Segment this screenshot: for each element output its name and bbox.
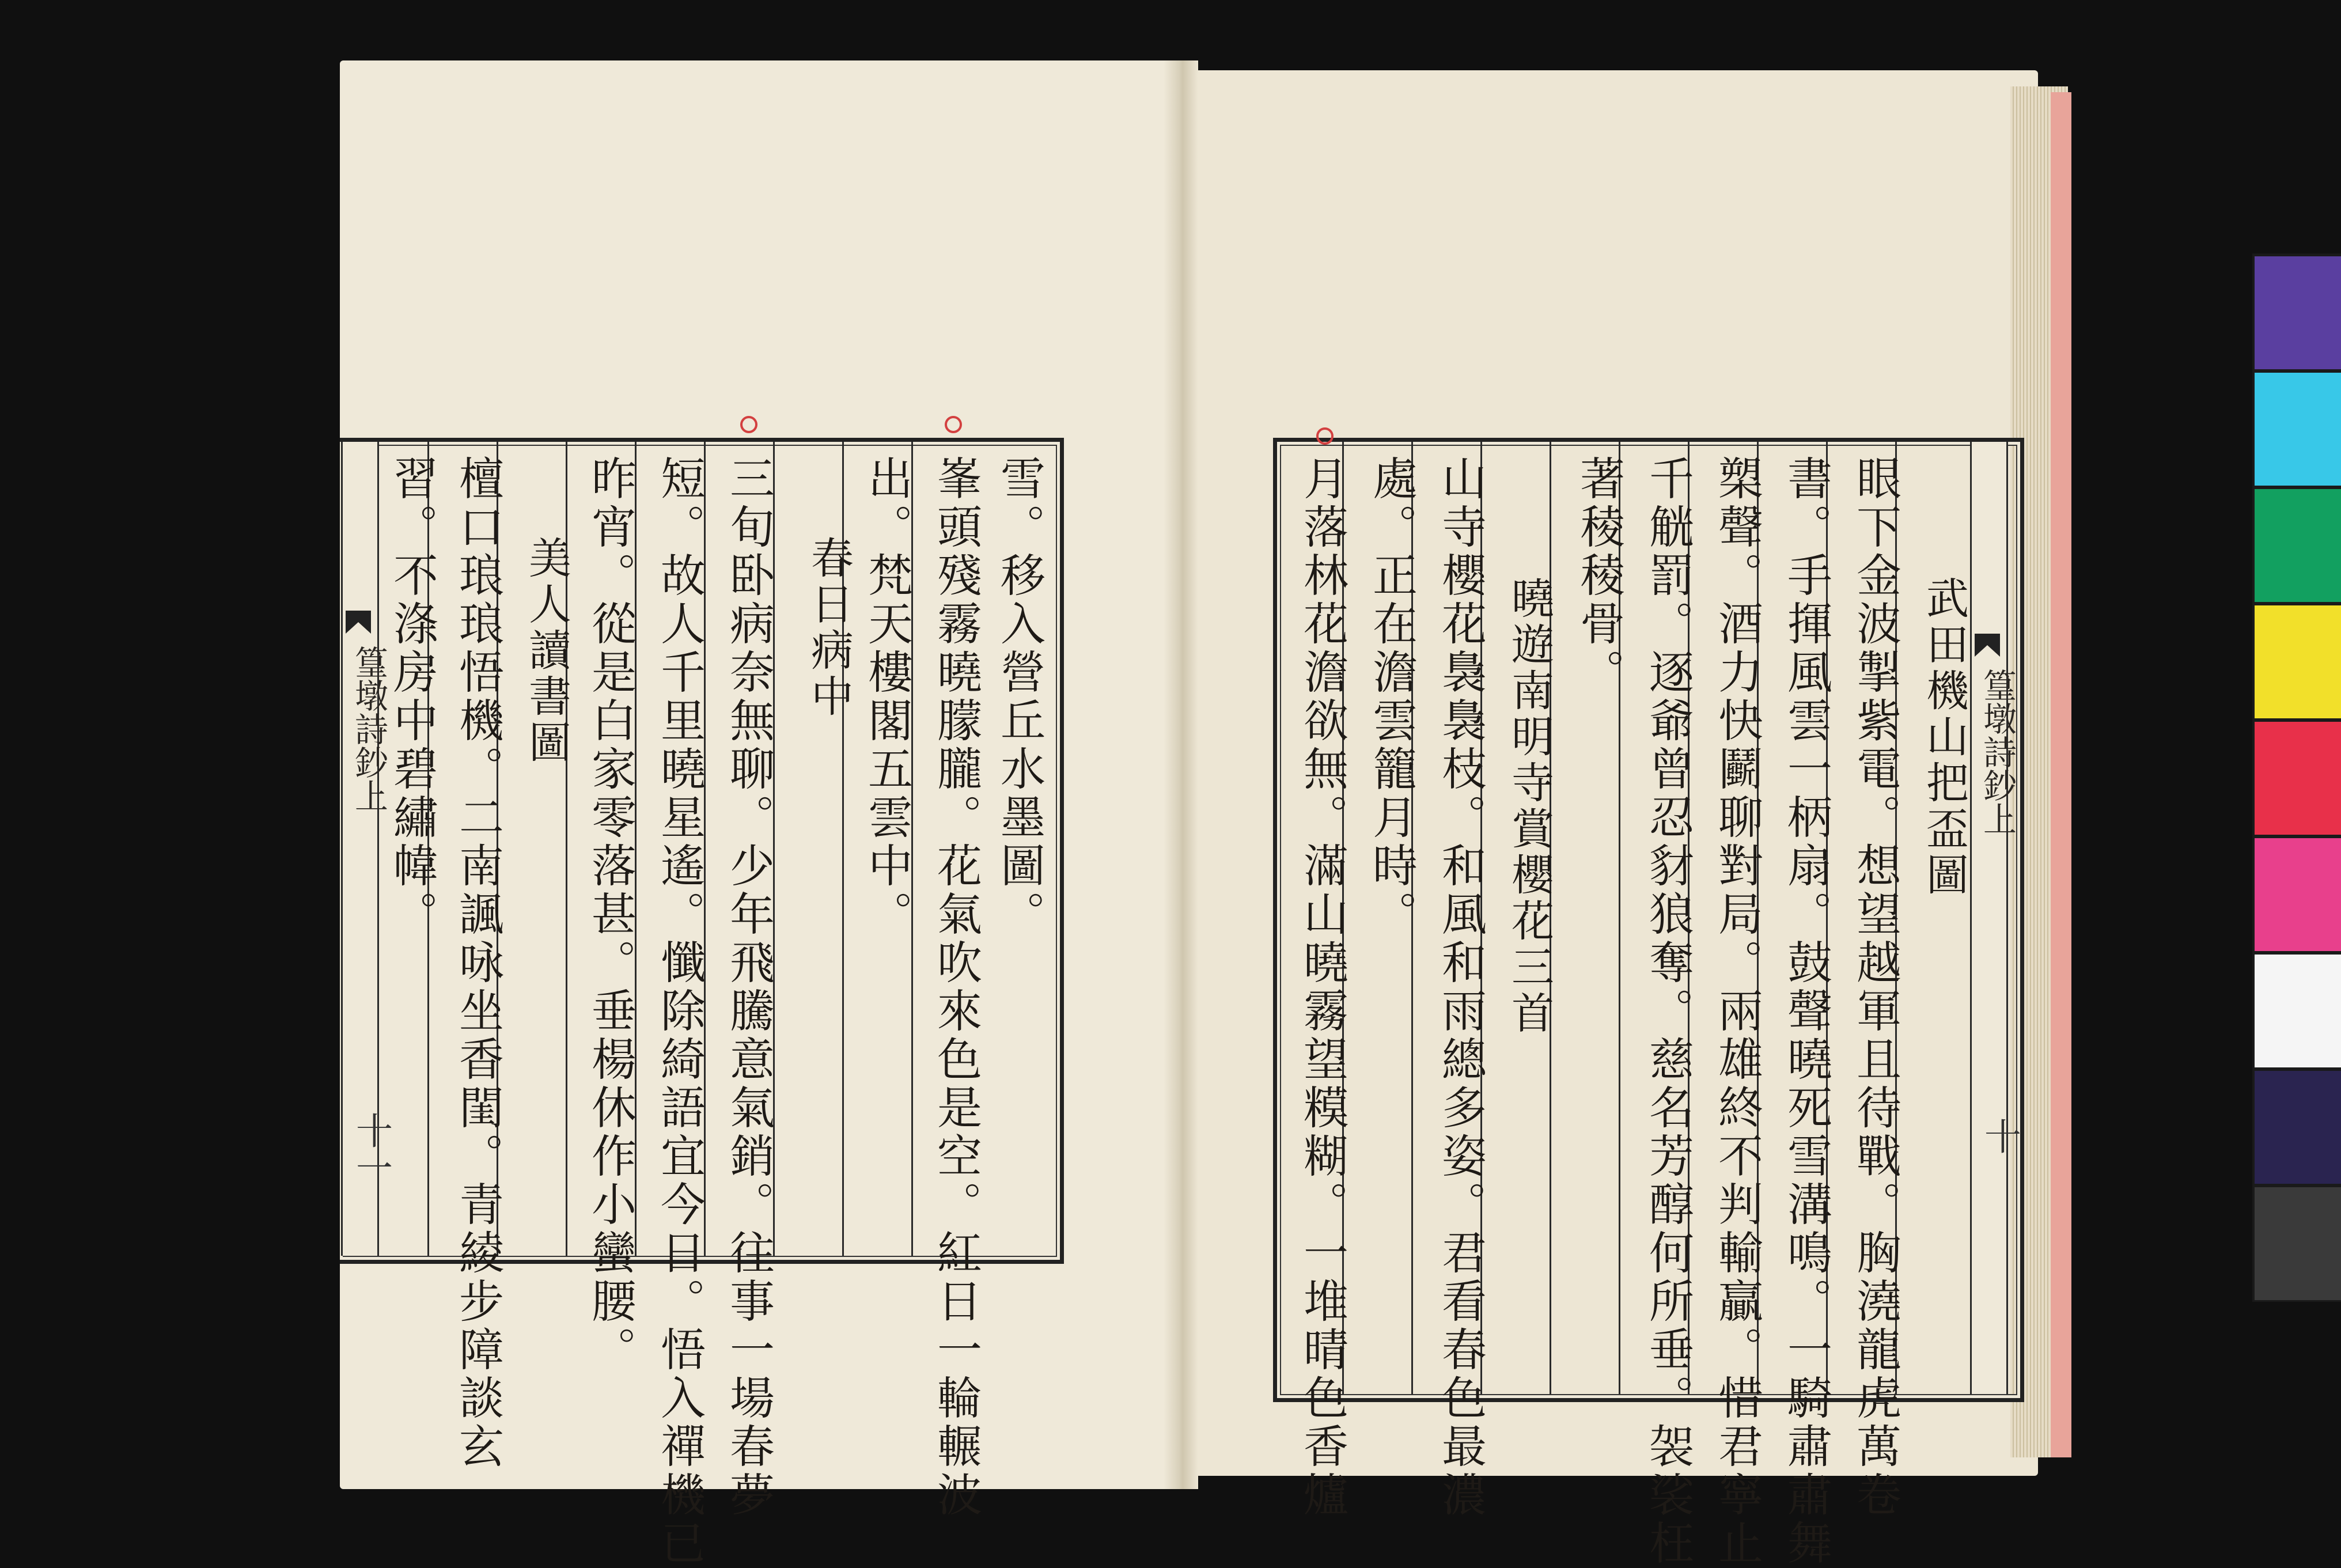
right-col-10: 月落林花澹欲無。滿山曉霧望糢糊。一堆晴色香爐: [1296, 455, 1348, 1520]
right-fishtail-mark: [1975, 634, 2000, 657]
left-fishtail-mark: [346, 611, 371, 634]
red-circle-mark: [740, 416, 757, 433]
right-running-title: 篁墩詩鈔上: [1978, 668, 2017, 835]
color-swatch: [2255, 256, 2341, 369]
book-edge-red: [2051, 92, 2071, 1457]
right-page-number: 十: [1978, 1118, 2021, 1154]
right-col-6: 著稜稜骨。: [1573, 455, 1624, 697]
left-col-7: 昨宵。從是白家零落甚。垂楊休作小蠻腰。: [584, 455, 636, 1374]
color-swatch: [2255, 838, 2341, 951]
red-circle-mark: [945, 416, 962, 433]
color-swatch: [2255, 1071, 2341, 1184]
color-swatch: [2255, 489, 2341, 602]
red-circle-mark: [1316, 427, 1334, 445]
left-col-2: 峯頭殘霧曉朦朧。花氣吹來色是空。紅日一輪輾波: [930, 455, 982, 1520]
right-col-4: 槊聲。酒力快鬬聊對局。兩雄終不判輸贏。惜君寧止: [1711, 455, 1763, 1568]
right-col-5: 千觥罰。逐爺曾忍豺狼奪。慈名芳醇何所垂。袈裟枉: [1642, 455, 1694, 1568]
right-col-1-heading: 武田機山把盃圖: [1919, 576, 1969, 899]
book-gutter: [1164, 60, 1198, 1489]
color-swatch: [2255, 955, 2341, 1067]
color-swatch: [2255, 722, 2341, 835]
left-col-9: 檀口琅琅悟機。二南諷咏坐香閨。青綾步障談玄: [452, 455, 503, 1471]
left-col-3: 出。梵天樓閣五雲中。: [861, 455, 912, 939]
left-col-8-heading: 美人讀書圖: [522, 536, 571, 766]
left-col-6: 短。故人千里曉星遙。懺除綺語宜今日。悟入禪機已: [653, 455, 705, 1568]
left-col-4-heading: 春日病中: [804, 536, 854, 720]
right-col-8: 山寺櫻花裊裊枝。和風和雨總多姿。君看春色最濃: [1434, 455, 1486, 1520]
right-col-2: 眼下金波掣紫電。想望越軍且待戰。胸澆龍虎萬卷: [1849, 455, 1901, 1520]
color-swatch: [2255, 605, 2341, 718]
left-page-number: 十一: [350, 1112, 392, 1186]
left-col-5: 三旬卧病奈無聊。少年飛騰意氣銷。往事一場春夢: [722, 455, 774, 1520]
right-col-9: 處。正在澹雲籠月時。: [1365, 455, 1417, 939]
left-col-10: 習。不涤房中碧繡幃。: [386, 455, 438, 939]
left-running-title: 篁墩詩鈔上: [349, 645, 388, 812]
left-col-1: 雪。移入營丘水墨圖。: [993, 455, 1045, 939]
right-col-7-heading: 曉遊南明寺賞櫻花三首: [1505, 576, 1554, 1037]
right-col-3: 書。手揮風雲一柄扇。鼓聲曉死雪溝鳴。一騎肅肅舞: [1780, 455, 1832, 1568]
color-swatch: [2255, 373, 2341, 486]
color-swatch: [2255, 1187, 2341, 1300]
